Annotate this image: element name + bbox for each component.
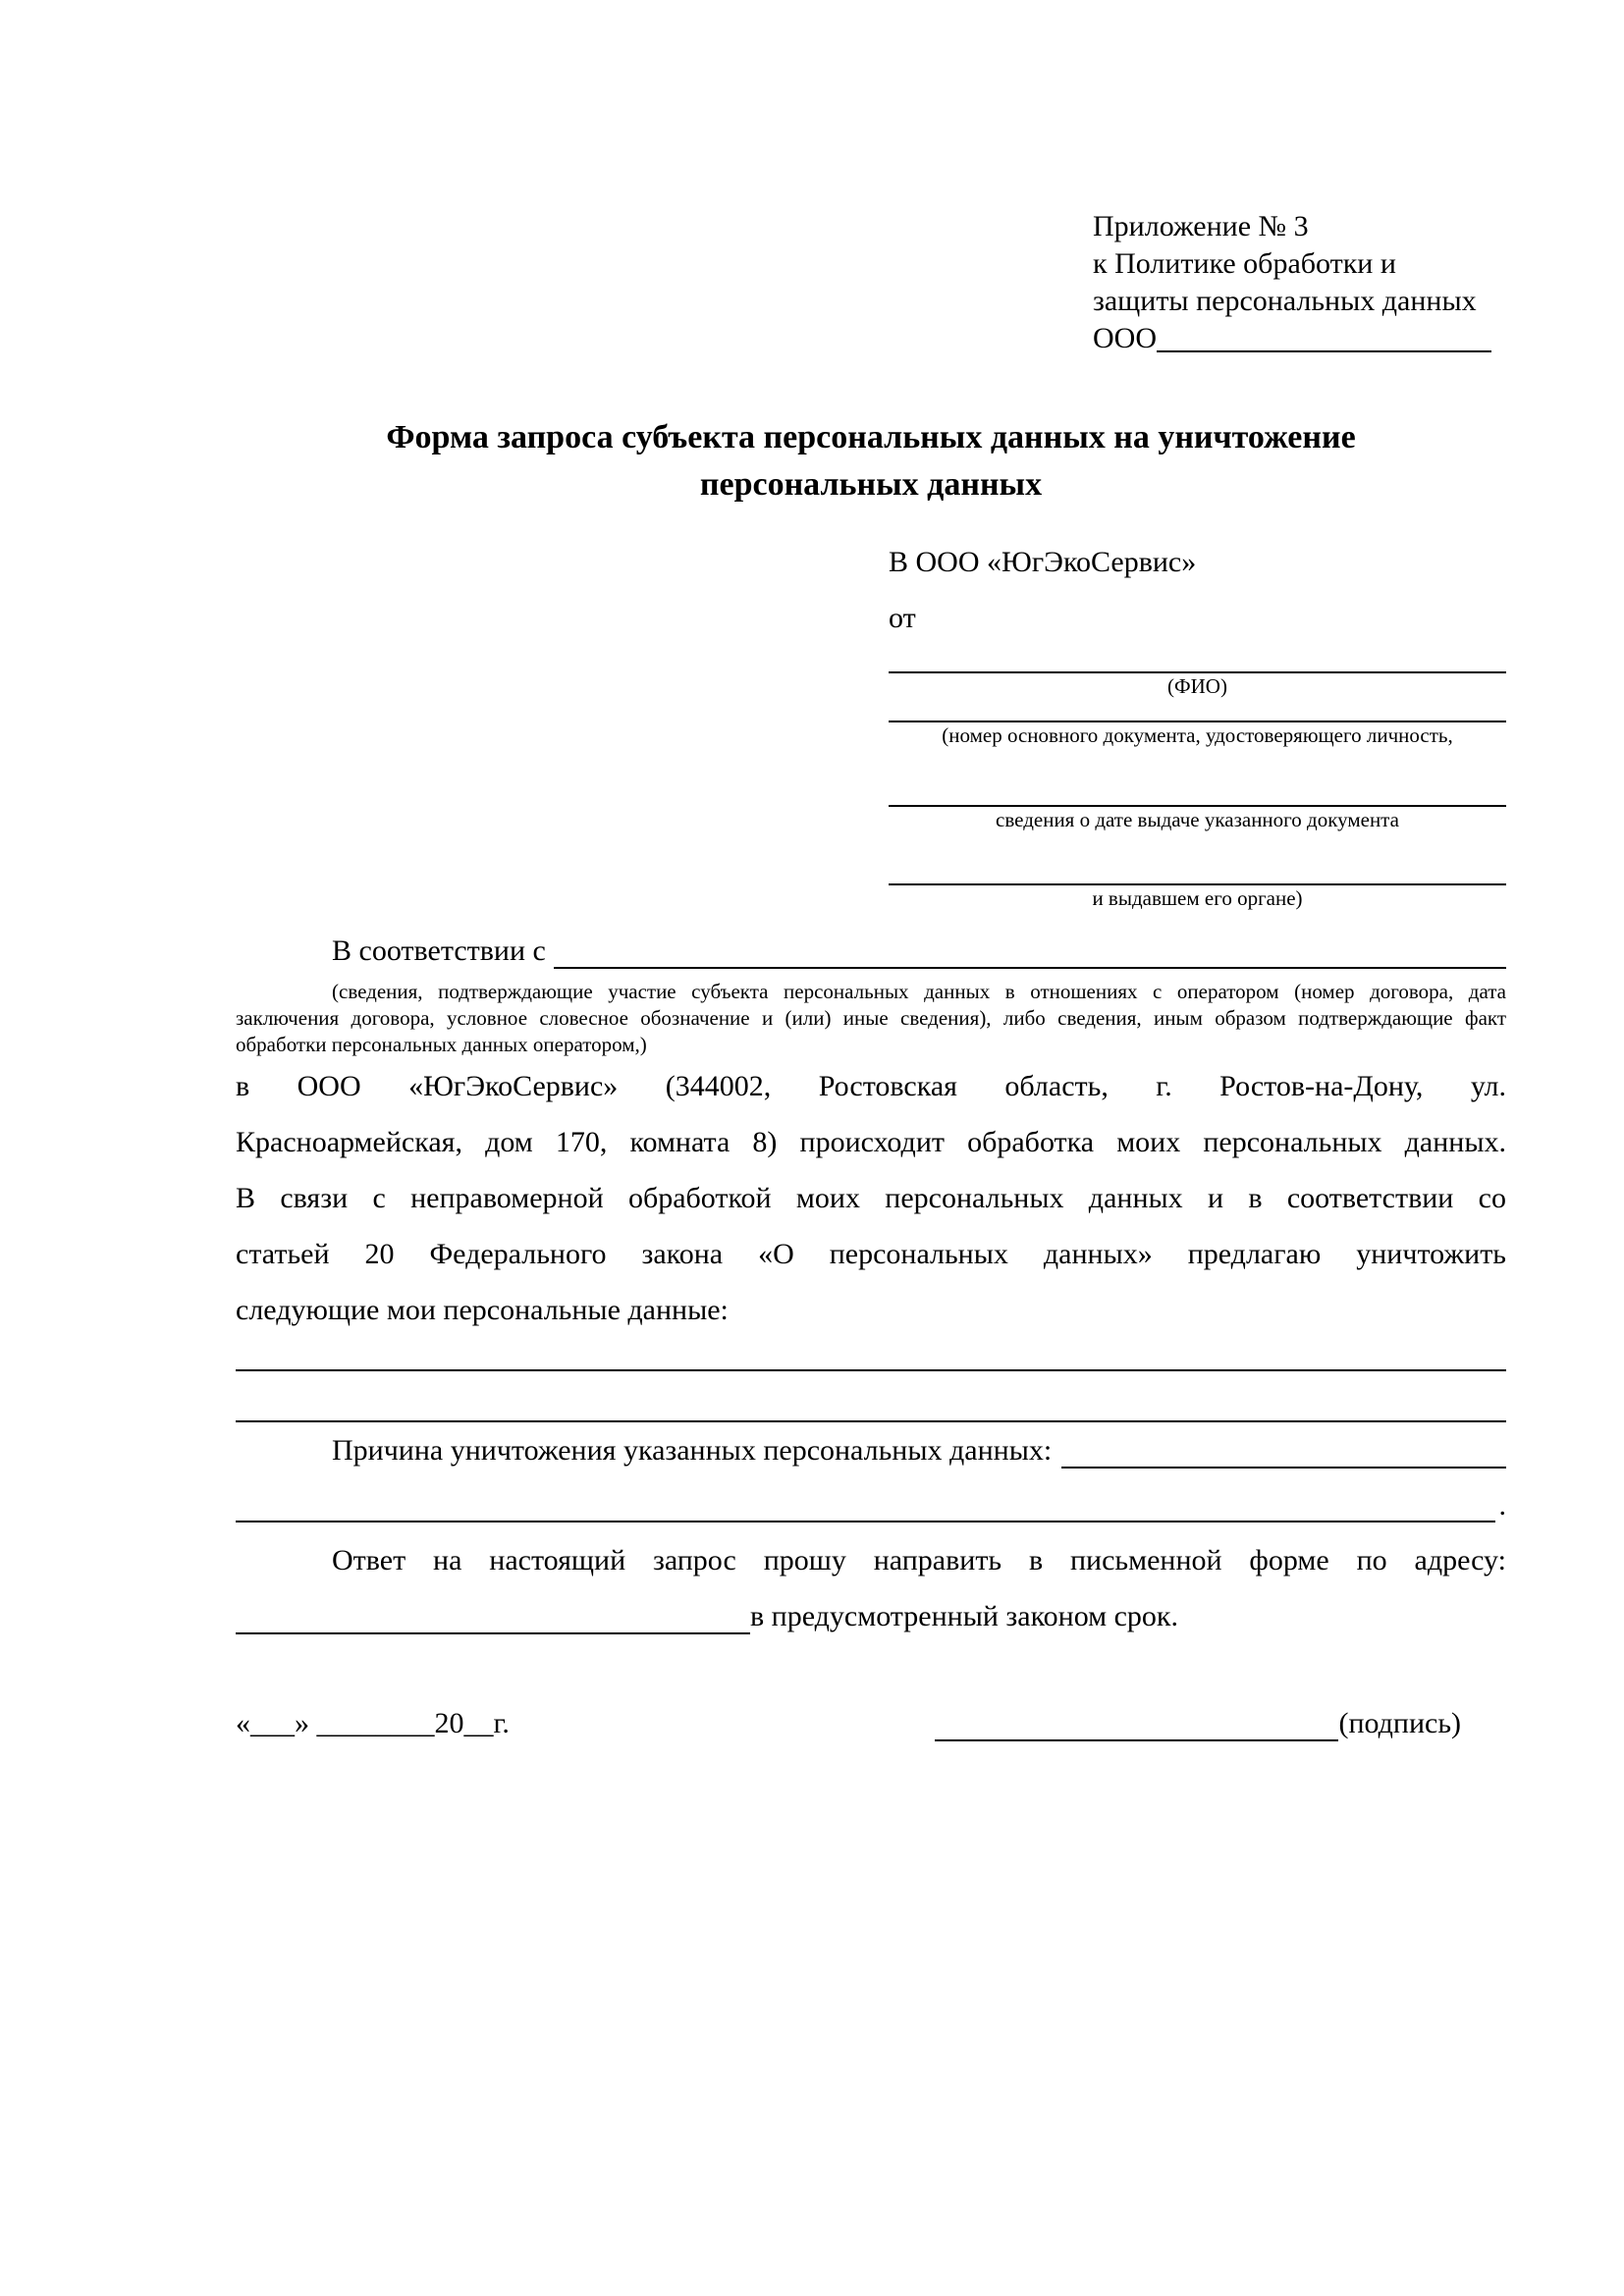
appendix-line: Приложение № 3 (1093, 210, 1309, 242)
accordance-lead: В соответствии с (332, 934, 546, 967)
addressee-block (889, 534, 1506, 911)
note-line: обработки персональных данных оператором,) (236, 1033, 647, 1056)
appendix-block (1093, 208, 1491, 357)
body-paragraph (236, 1058, 1506, 1338)
body-line: В связи с неправомерной обработкой моих персональных данных и в соответствии со (236, 1182, 1506, 1214)
company-line (1093, 320, 1491, 357)
fio-underline-field (889, 646, 1506, 673)
accordance-underline-field (554, 967, 1506, 969)
issuing-authority-caption: и выдавшем его органе) (1092, 886, 1303, 910)
reason-underline-field (1061, 1467, 1506, 1468)
appendix-line: защиты персональных данных (1093, 285, 1477, 317)
signature-group (935, 1695, 1461, 1751)
company-underline-field (1157, 320, 1491, 352)
period: . (1498, 1489, 1506, 1522)
body-line: Красноармейская, дом 170, комната 8) происходит обработка моих персональных данных. (236, 1126, 1506, 1158)
document-number-underline-field (889, 699, 1506, 722)
body-line: в ООО «ЮгЭкоСервис» (344002, Ростовская область, г. Ростов-на-Дону, ул. (236, 1070, 1506, 1102)
addressee-to: В ООО «ЮгЭкоСервис» (889, 546, 1197, 578)
blank-write-line (236, 1371, 1506, 1422)
answer-paragraph: Ответ на настоящий запрос прошу направить в письменной форме по адресу: (332, 1544, 1506, 1576)
signature-caption: (подпись) (1338, 1707, 1461, 1739)
issuing-authority-underline-field (889, 832, 1506, 885)
fio-caption: (ФИО) (1167, 674, 1227, 698)
addressee-from-label: от (889, 602, 916, 634)
signature-underline-field (935, 1739, 1338, 1741)
reason-label: Причина уничтожения указанных персональных данных: (332, 1434, 1053, 1467)
body-line: статьей 20 Федерального закона «О персональных данных» предлагаю уничтожить (236, 1238, 1506, 1270)
answer-tail: в предусмотренный законом срок. (750, 1600, 1178, 1632)
document-number-caption: (номер основного документа, удостоверяющего личность, (942, 723, 1453, 747)
company-prefix: ООО (1093, 322, 1157, 354)
reason-row (236, 1422, 1506, 1478)
reason-continuation-underline-field (236, 1521, 1495, 1522)
body-line: следующие мои персональные данные: (236, 1294, 729, 1326)
issue-date-caption: сведения о дате выдаче указанного документа (996, 808, 1399, 831)
appendix-line: к Политике обработки и (1093, 247, 1396, 280)
reason-continuation-line (236, 1478, 1506, 1532)
date-signature-row (236, 1695, 1506, 1751)
address-row (236, 1588, 1506, 1644)
note-line: (сведения, подтверждающие участие субъекта персональных данных в отношениях с оператором (номер договора, дата (332, 980, 1506, 1003)
accordance-row (236, 923, 1506, 979)
address-underline-field (236, 1632, 750, 1634)
note-line: заключения договора, условное словесное обозначение и (или) иные сведения), либо сведения, иным образом подтверждающие факт (236, 1006, 1506, 1030)
date-placeholder: «___» ________20__г. (236, 1707, 510, 1739)
blank-write-line (236, 1338, 1506, 1371)
form-title: Форма запроса субъекта персональных данных на уничтожение персональных данных (386, 419, 1356, 503)
issue-date-underline-field (889, 748, 1506, 807)
accordance-note (236, 979, 1506, 1058)
